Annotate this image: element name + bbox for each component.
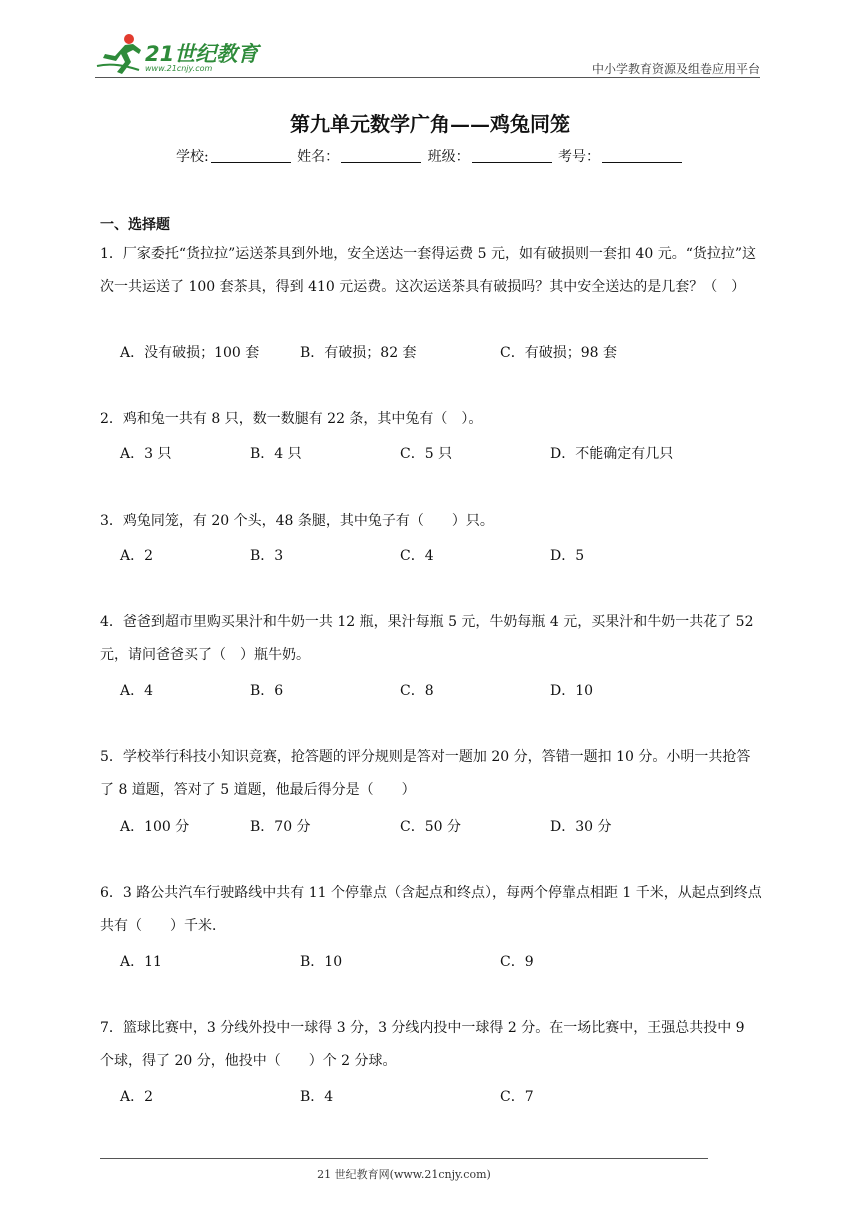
q1-option-c: C．有破损；98 套: [500, 345, 617, 361]
q3-option-a: A．2: [120, 548, 154, 564]
q7-option-a: A．2: [120, 1089, 154, 1105]
q1-option-a: A．没有破损；100 套: [120, 345, 260, 361]
runner-logo-icon: [95, 32, 143, 76]
q4-option-a: A．4: [120, 683, 154, 699]
platform-name: 中小学教育资源及组卷应用平台: [591, 62, 760, 76]
question-2: 2．鸡和兔一共有 8 只，数一数腿有 22 条，其中兔有（ ）。: [100, 411, 483, 427]
question-1: 1．厂家委托“货拉拉”运送茶具到外地，安全送达一套得运费 5 元，如有破损则一套扣 40 元。“货拉拉”这次一共运送了 100 套茶具，得到 410 元运费。这次运送茶具有破损吗？其中安全送达的是几套？（ ）: [100, 246, 757, 295]
q7-option-c: C．7: [500, 1089, 534, 1105]
student-info-line: [0, 146, 860, 166]
q6-option-c: C．9: [500, 954, 534, 970]
q2-option-b: B．4 只: [250, 446, 302, 462]
q2-option-d: D．不能确定有几只: [550, 446, 674, 462]
section-heading: 一、选择题: [100, 217, 170, 233]
q3-option-c: C．4: [400, 548, 434, 564]
q5-option-d: D．30 分: [550, 819, 612, 835]
school-blank[interactable]: [211, 162, 291, 163]
exam-number-blank[interactable]: [602, 162, 682, 163]
question-5: 5．学校举行科技小知识竞赛，抢答题的评分规则是答对一题加 20 分，答错一题扣 10 分。小明一共抢答了 8 道题，答对了 5 道题，他最后得分是（ ）: [100, 749, 751, 798]
q4-option-c: C．8: [400, 683, 434, 699]
question-4: 4．爸爸到超市里购买果汁和牛奶一共 12 瓶，果汁每瓶 5 元，牛奶每瓶 4 元，买果汁和牛奶一共花了 52 元，请问爸爸买了（ ）瓶牛奶。: [100, 614, 754, 663]
q6-option-b: B．10: [300, 954, 343, 970]
page-header: [95, 30, 760, 80]
class-blank[interactable]: [472, 162, 552, 163]
q5-option-c: C．50 分: [400, 819, 461, 835]
footer-divider: [100, 1158, 708, 1159]
question-7: 7．篮球比赛中，3 分线外投中一球得 3 分，3 分线内投中一球得 2 分。在一场比赛中，王强总共投中 9 个球，得了 20 分，他投中（ ）个 2 分球。: [100, 1020, 745, 1069]
question-6: 6．3 路公共汽车行驶路线中共有 11 个停靠点（含起点和终点），每两个停靠点相距 1 千米，从起点到终点共有（ ）千米．: [100, 885, 762, 934]
q5-option-b: B．70 分: [250, 819, 311, 835]
page-footer: 21 世纪教育网(www.21cnjy.com): [317, 1168, 491, 1181]
q4-option-d: D．10: [550, 683, 594, 699]
q3-option-d: D．5: [550, 548, 585, 564]
name-blank[interactable]: [341, 162, 421, 163]
class-label: 班级：: [427, 149, 470, 165]
q7-option-b: B．4: [300, 1089, 334, 1105]
name-label: 姓名：: [297, 149, 340, 165]
q2-option-a: A．3 只: [120, 446, 172, 462]
logo-url: www.21cnjy.com: [145, 64, 213, 73]
logo: [95, 32, 265, 76]
q4-option-b: B．6: [250, 683, 284, 699]
exam-number-label: 考号：: [558, 149, 601, 165]
q5-option-a: A．100 分: [120, 819, 190, 835]
q2-option-c: C．5 只: [400, 446, 453, 462]
school-label: 学校:: [175, 149, 209, 165]
question-3: 3．鸡兔同笼，有 20 个头，48 条腿，其中兔子有（ ）只。: [100, 513, 494, 529]
page-title: 第九单元数学广角——鸡兔同笼: [290, 112, 570, 136]
logo-text: 21世纪教育: [145, 42, 259, 66]
header-divider: [95, 77, 760, 78]
q3-option-b: B．3: [250, 548, 284, 564]
q1-option-b: B．有破损；82 套: [300, 345, 417, 361]
q6-option-a: A．11: [120, 954, 162, 970]
